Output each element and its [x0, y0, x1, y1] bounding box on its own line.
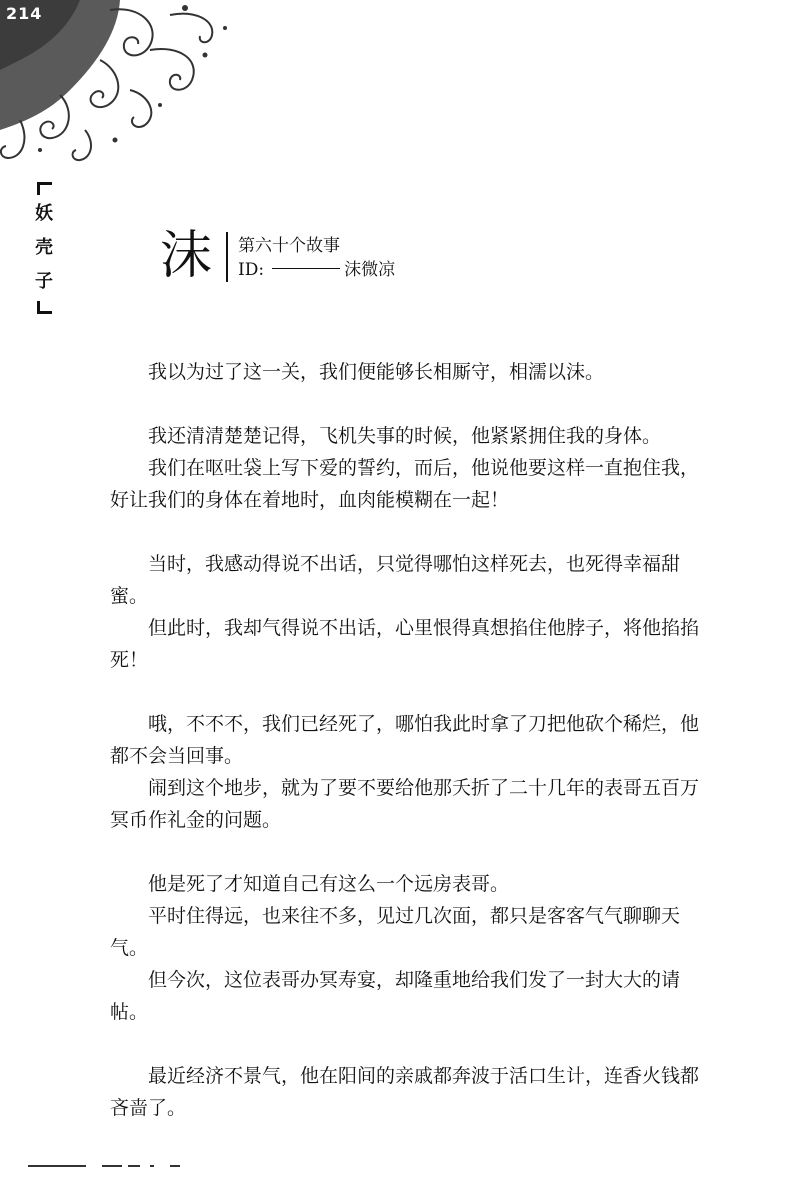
paragraph: 他是死了才知道自己有这么一个远房表哥。	[148, 873, 510, 895]
paragraph-gap	[110, 388, 716, 420]
chapter-author-line	[238, 258, 395, 282]
paragraph: 最近经济不景气，他在阳间的亲戚都奔波于活口生计，连香火钱都吝啬了。	[110, 1065, 700, 1119]
paragraph: 哦，不不不，我们已经死了，哪怕我此时拿了刀把他砍个稀烂，他都不会当回事。	[110, 713, 700, 767]
paragraph: 我以为过了这一关，我们便能够长相厮守，相濡以沫。	[148, 361, 605, 383]
id-label: ID:	[238, 260, 265, 280]
corner-ornament	[0, 0, 250, 170]
paragraph: 但此时，我却气得说不出话，心里恨得真想掐住他脖子，将他掐掐死！	[110, 617, 700, 671]
author-name: 沫微凉	[344, 260, 396, 280]
paragraph-gap	[110, 676, 716, 708]
page-number: 214	[6, 4, 43, 23]
paragraph: 闹到这个地步，就为了要不要给他那夭折了二十几年的表哥五百万冥币作礼金的问题。	[110, 777, 700, 831]
bracket-bottom-icon	[37, 301, 52, 314]
paragraph: 平时住得远，也来往不多，见过几次面，都只是客客气气聊聊天气。	[110, 905, 681, 959]
paragraph: 我们在呕吐袋上写下爱的誓约，而后，他说他要这样一直抱住我，好让我们的身体在着地时，血肉能模糊在一起！	[110, 457, 700, 511]
bracket-top-icon	[37, 182, 52, 195]
author-underline	[272, 268, 340, 269]
chapter-subtitle: 第六十个故事	[238, 236, 340, 256]
paragraph-gap	[110, 836, 716, 868]
chapter-divider	[226, 232, 228, 282]
paragraph-gap	[110, 1028, 716, 1060]
book-title-char: 妖	[35, 203, 53, 224]
chapter-meta	[238, 234, 395, 282]
book-title-char: 子	[35, 271, 53, 292]
paragraph: 当时，我感动得说不出话，只觉得哪怕这样死去，也死得幸福甜蜜。	[110, 553, 681, 607]
paragraph: 但今次，这位表哥办冥寿宴，却隆重地给我们发了一封大大的请帖。	[110, 969, 681, 1023]
body-text	[110, 356, 716, 1124]
footer-marks	[0, 1160, 200, 1170]
book-title	[32, 182, 56, 314]
chapter-title: 沫	[160, 226, 213, 286]
book-title-char: 壳	[35, 237, 53, 258]
paragraph-gap	[110, 516, 716, 548]
paragraph: 我还清清楚楚记得，飞机失事的时候，他紧紧拥住我的身体。	[148, 425, 662, 447]
